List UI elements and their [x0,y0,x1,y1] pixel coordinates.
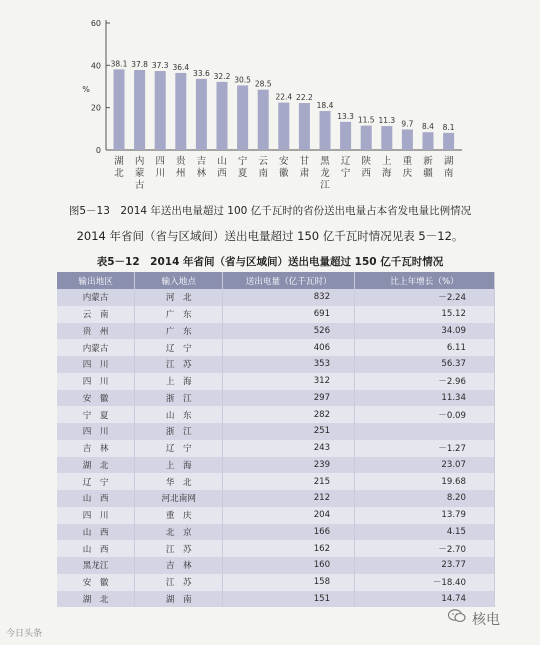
cell-output-volume: 526 [223,323,355,340]
cell-growth-rate: 8.20 [355,490,495,507]
cell-output-volume: 691 [223,306,355,323]
x-tick-label: 江 [320,180,330,191]
cell-output-volume: 204 [223,507,355,524]
table-row [57,356,495,373]
cell-input-location: 江 苏 [135,540,223,557]
cell-output-region: 四 川 [57,423,135,440]
table-title: 表5－12 2014 年省间（省与区域间）送出电量超过 150 亿千瓦时情况 [96,256,444,268]
chart-svg [0,0,540,200]
x-tick-label: 夏 [237,168,248,179]
x-tick-label: 西 [361,168,371,179]
x-tick-label: 庆 [402,168,413,179]
watermark-right: 核电 [472,612,500,628]
cell-input-location: 河北南网 [135,490,223,507]
cell-input-location: 江 苏 [135,356,223,373]
table-row [57,406,495,423]
table-row [57,574,495,591]
bar [114,69,125,150]
column-header: 比上年增长（%） [355,272,495,289]
cell-input-location: 浙 江 [135,390,223,407]
table-row [57,473,495,490]
table-row [57,373,495,390]
x-tick-label: 辽 [340,156,351,167]
cell-output-volume: 406 [223,339,355,356]
y-tick-label: 20 [90,103,101,113]
cell-output-volume: 832 [223,289,355,306]
cell-growth-rate: －0.09 [355,406,495,423]
cell-input-location: 华 北 [135,473,223,490]
x-tick-label: 西 [217,168,227,179]
cell-output-volume: 166 [223,524,355,541]
table-row [57,490,495,507]
bar [175,73,186,150]
table-row [57,557,495,574]
bar-value-label: 13.3 [337,111,354,121]
table-row [57,524,495,541]
cell-growth-rate: 11.34 [355,390,495,407]
cell-input-location: 河 北 [135,289,223,306]
x-tick-label: 宁 [340,168,351,179]
x-tick-label: 南 [258,168,268,179]
x-tick-label: 川 [155,168,165,179]
table-row [57,440,495,457]
cell-growth-rate: 23.07 [355,457,495,474]
cell-output-volume: 212 [223,490,355,507]
cell-output-volume: 251 [223,423,355,440]
cell-growth-rate: 34.09 [355,323,495,340]
cell-input-location: 上 海 [135,457,223,474]
bar [217,82,228,150]
cell-output-volume: 215 [223,473,355,490]
x-tick-label: 新 [423,156,433,167]
table-row [57,289,495,306]
cell-output-region: 吉 林 [57,440,135,457]
cell-growth-rate: －2.70 [355,540,495,557]
table-row [57,457,495,474]
bar [443,133,454,150]
column-header: 输出地区 [57,272,135,289]
x-tick-label: 肃 [299,168,310,179]
cell-input-location: 北 京 [135,524,223,541]
x-tick-label: 北 [114,168,124,179]
bar-value-label: 36.4 [172,62,190,72]
cell-output-region: 贵 州 [57,323,135,340]
cell-growth-rate [355,423,495,440]
x-tick-label: 甘 [299,156,310,167]
bar [340,122,351,150]
table-row [57,390,495,407]
bar-value-label: 37.8 [131,59,148,69]
cell-growth-rate: 14.74 [355,591,495,608]
bar [237,85,248,150]
cell-input-location: 重 庆 [135,507,223,524]
x-tick-label: 南 [443,168,454,179]
x-tick-label: 徽 [279,168,289,179]
cell-output-region: 四 川 [57,373,135,390]
y-tick-label: 0 [95,146,101,155]
cell-input-location: 浙 江 [135,423,223,440]
table-row [57,339,495,356]
x-tick-label: 宁 [237,156,248,167]
wechat-icon [448,609,466,623]
cell-input-location: 广 东 [135,306,223,323]
bar [320,111,331,150]
cell-output-region: 四 川 [57,356,135,373]
cell-growth-rate: 4.15 [355,524,495,541]
cell-output-region: 辽 宁 [57,473,135,490]
y-tick-label: 60 [90,19,101,28]
cell-output-volume: 353 [223,356,355,373]
cell-growth-rate: －1.27 [355,440,495,457]
figure-caption: 图5－13 2014 年送出电量超过 100 亿千瓦时的省份送出电量占本省发电量比例情况 [68,205,472,217]
x-tick-label: 上 [382,156,392,167]
bar [134,70,145,150]
cell-output-region: 山 西 [57,540,135,557]
cell-output-region: 内蒙古 [57,339,135,356]
cell-output-region: 湖 北 [57,591,135,608]
cell-output-volume: 162 [223,540,355,557]
cell-input-location: 辽 宁 [135,440,223,457]
cell-output-volume: 239 [223,457,355,474]
cell-growth-rate: 13.79 [355,507,495,524]
cell-growth-rate: 19.68 [355,473,495,490]
bar-value-label: 22.4 [275,92,293,102]
cell-output-region: 山 西 [57,490,135,507]
bar-value-label: 22.2 [296,93,313,103]
x-tick-label: 林 [196,168,207,179]
bar [423,132,434,150]
cell-growth-rate: －2.24 [355,289,495,306]
x-tick-label: 山 [217,156,227,167]
x-tick-label: 陕 [361,156,371,167]
cell-output-region: 黑龙江 [57,557,135,574]
cell-output-volume: 312 [223,373,355,390]
cell-output-region: 内蒙古 [57,289,135,306]
cell-output-region: 安 徽 [57,390,135,407]
bar-value-label: 11.3 [378,116,396,126]
cell-input-location: 辽 宁 [135,339,223,356]
y-tick-label: 40 [90,61,101,71]
bar-chart [0,0,540,200]
table-row [57,540,495,557]
column-header: 送出电量（亿千瓦时） [223,272,355,289]
bar [155,71,166,150]
cell-growth-rate: 23.77 [355,557,495,574]
bar [299,103,310,150]
cell-output-region: 云 南 [57,306,135,323]
x-tick-label: 古 [134,180,145,191]
bar-value-label: 38.1 [110,59,128,69]
bar-value-label: 37.3 [151,61,169,71]
bar [381,126,392,150]
cell-input-location: 湖 南 [135,591,223,608]
table-row [57,306,495,323]
x-tick-label: 黑 [320,156,330,167]
table-row [57,423,495,440]
cell-output-volume: 282 [223,406,355,423]
x-tick-label: 内 [134,156,145,167]
table-header-row [57,272,495,289]
bar-value-label: 9.7 [401,119,414,129]
bar [402,129,413,150]
bar-value-label: 8.1 [442,122,455,132]
cell-growth-rate: 56.37 [355,356,495,373]
bar-value-label: 32.2 [213,71,231,81]
cell-growth-rate: 6.11 [355,339,495,356]
table-row [57,591,495,608]
bar [258,90,269,150]
cell-output-region: 山 西 [57,524,135,541]
cell-growth-rate: －18.40 [355,574,495,591]
x-tick-label: 海 [382,168,392,179]
x-tick-label: 湖 [443,156,454,167]
cell-input-location: 上 海 [135,373,223,390]
x-tick-label: 蒙 [134,168,145,179]
x-tick-label: 疆 [423,168,433,179]
x-tick-label: 云 [258,156,268,167]
table-row [57,323,495,340]
body-paragraph: 2014 年省间（省与区域间）送出电量超过 150 亿千瓦时情况见表 5－12。 [76,229,464,243]
cell-input-location: 江 苏 [135,574,223,591]
bar [361,126,372,150]
x-tick-label: 安 [279,156,289,167]
watermark-left: 今日头条 [6,629,43,639]
cell-output-volume: 243 [223,440,355,457]
data-table [57,272,495,607]
cell-output-region: 安 徽 [57,574,135,591]
cell-input-location: 吉 林 [135,557,223,574]
bar-value-label: 8.4 [422,122,434,132]
cell-output-volume: 297 [223,390,355,407]
cell-output-region: 宁 夏 [57,406,135,423]
table-row [57,507,495,524]
x-tick-label: 湖 [114,156,124,167]
cell-output-volume: 160 [223,557,355,574]
x-tick-label: 四 [155,156,165,167]
x-tick-label: 重 [402,156,413,167]
x-tick-label: 吉 [196,156,207,167]
cell-growth-rate: 15.12 [355,306,495,323]
cell-input-location: 山 东 [135,406,223,423]
bar-value-label: 11.5 [357,115,375,125]
bar [278,103,289,150]
cell-growth-rate: －2.96 [355,373,495,390]
column-header: 输入地点 [135,272,223,289]
x-tick-label: 州 [176,168,186,179]
cell-input-location: 广 东 [135,323,223,340]
cell-output-region: 四 川 [57,507,135,524]
x-tick-label: 龙 [320,168,330,179]
cell-output-volume: 151 [223,591,355,608]
x-tick-label: 贵 [176,156,186,167]
cell-output-region: 湖 北 [57,457,135,474]
bar-value-label: 18.4 [316,101,334,111]
bar-value-label: 28.5 [254,79,272,89]
bar-value-label: 30.5 [234,75,251,85]
y-axis-label: % [82,85,90,94]
bar-value-label: 33.6 [193,68,210,78]
bar [196,79,207,150]
cell-output-volume: 158 [223,574,355,591]
